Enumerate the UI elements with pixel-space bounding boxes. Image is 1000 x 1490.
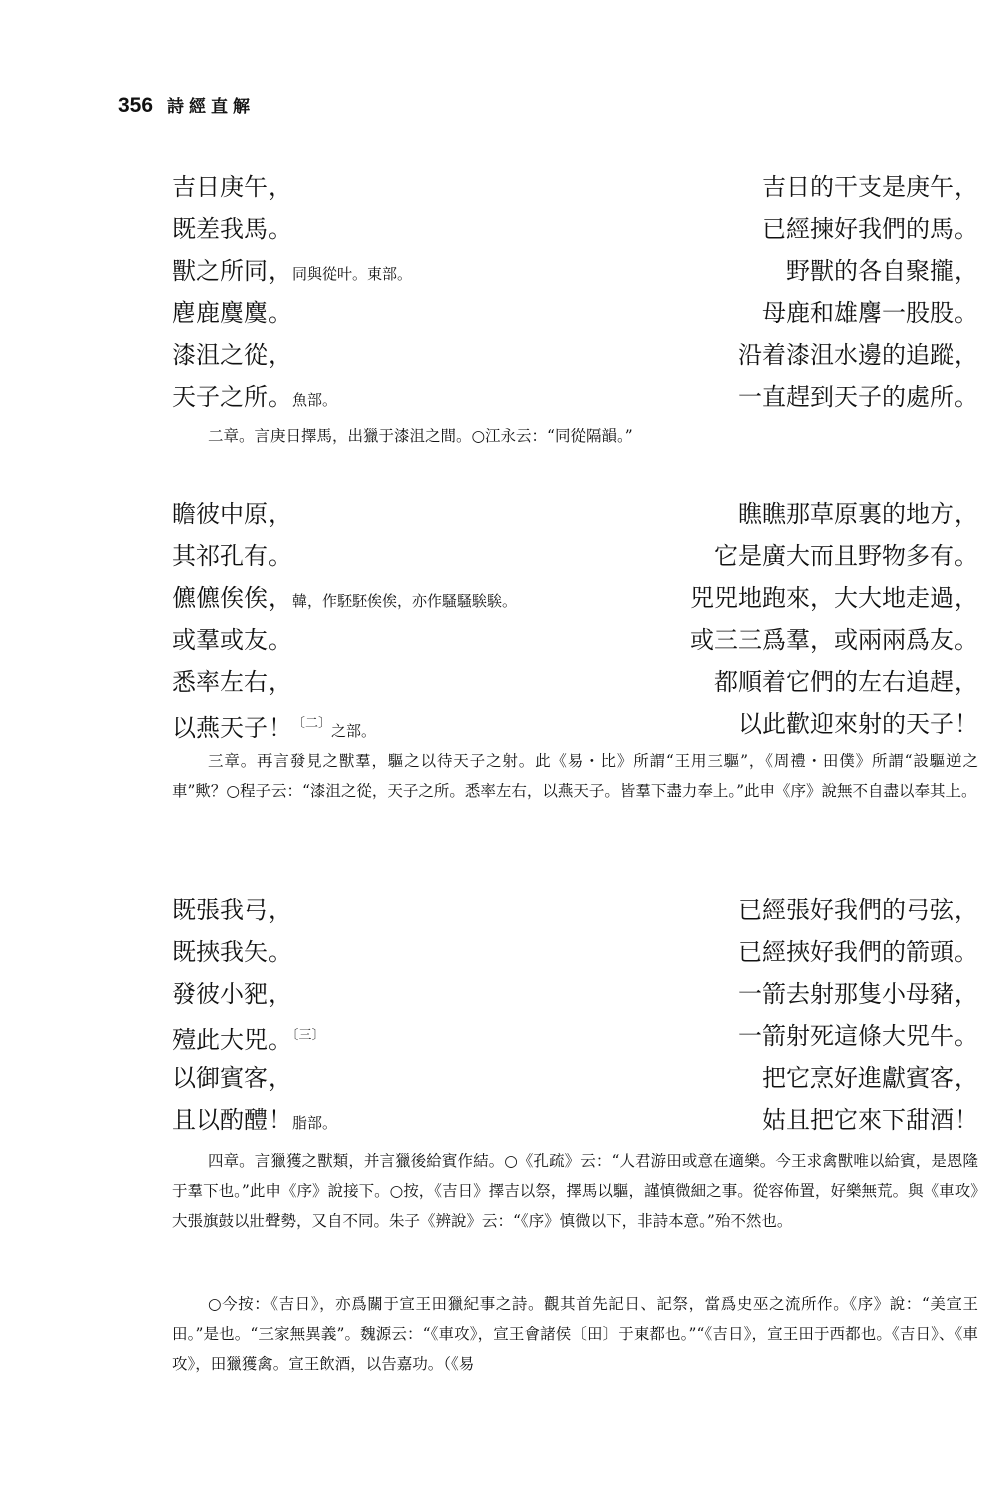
translation-text: 都順着它們的左右追趕， (714, 668, 978, 696)
translation-text: 母鹿和雄麐一股股。 (762, 299, 978, 327)
verse-line (172, 623, 978, 665)
translation-text: 一箭去射那隻小母豬， (738, 980, 978, 1008)
original-text: 或羣或友。 (172, 626, 292, 654)
original-text: 既差我馬。 (172, 215, 292, 243)
footnote-marker: 〔二〕 (292, 716, 332, 731)
original-text: 且以酌醴！脂部。 (172, 1106, 338, 1134)
original-text: 悉率左右， (172, 668, 292, 696)
verse-line (172, 893, 978, 935)
book-title: 詩經直解 (167, 97, 256, 116)
verse-line (172, 380, 978, 422)
original-text: 發彼小豝， (172, 980, 292, 1008)
commentary-3: 三章。再言發見之獸羣，驅之以待天子之射。此《易・比》所謂“王用三驅”，《周禮・田僕》所謂“設驅逆之車”歟？○程子云：“漆沮之從，天子之所。悉率左右，以燕天子。皆羣下盡力奉上。”此申《序》說無不自盡以奉其上。 (172, 752, 978, 800)
translation-text: 或三三爲羣，或兩兩爲友。 (690, 626, 978, 654)
original-text: 天子之所。魚部。 (172, 383, 338, 411)
rhyme-note: 之部。 (331, 722, 377, 740)
verse-line (172, 1019, 978, 1061)
original-text: 以燕天子！$^{〔二〕}$之部。 (172, 714, 377, 742)
translation-text: 吉日的干支是庚午， (762, 173, 978, 201)
stanza-2 (172, 170, 978, 422)
verse-line (172, 1103, 978, 1145)
original-text: 既挾我矢。 (172, 938, 292, 966)
verse-line (172, 539, 978, 581)
translation-text: 一箭射死這條大兕牛。 (738, 1022, 978, 1050)
original-text: 其祁孔有。 (172, 542, 292, 570)
verse-line (172, 254, 978, 296)
original-text: 麀鹿麌麌。 (172, 299, 292, 327)
verse-line (172, 581, 978, 623)
translation-text: 一直趕到天子的處所。 (738, 383, 978, 411)
translation-text: 已經張好我們的弓弦， (738, 896, 978, 924)
verse-line (172, 935, 978, 977)
original-text: 吉日庚午， (172, 173, 292, 201)
translation-text: 姑且把它來下甜酒！ (762, 1106, 978, 1134)
page-header (118, 92, 255, 118)
translation-text: 野獸的各自聚攏， (786, 257, 978, 285)
verse-line (172, 170, 978, 212)
translation-text: 瞧瞧那草原裏的地方， (738, 500, 978, 528)
verse-line (172, 707, 978, 749)
original-text: 殪此大兕。$^{〔三〕}$ (172, 1026, 325, 1054)
verse-line (172, 1061, 978, 1103)
verse-line (172, 338, 978, 380)
verse-line (172, 977, 978, 1019)
original-text: 瞻彼中原， (172, 500, 292, 528)
translation-text: 把它烹好進獻賓客， (762, 1064, 978, 1092)
rhyme-note: 魚部。 (292, 391, 338, 409)
translation-text: 以此歡迎來射的天子！ (738, 710, 978, 738)
variant-note: 韓，作駓駓俟俟，亦作騷騷騃騃。 (292, 592, 518, 610)
translation-text: 兕兕地跑來，大大地走過， (690, 584, 978, 612)
translation-text: 沿着漆沮水邊的追蹤， (738, 341, 978, 369)
rhyme-note: 脂部。 (292, 1114, 338, 1132)
verse-line (172, 665, 978, 707)
stanza-4 (172, 893, 978, 1145)
translation-text: 它是廣大而且野物多有。 (714, 542, 978, 570)
closing-commentary: ○今按：《吉日》，亦爲關于宣王田獵紀事之詩。觀其首先記日、記祭，當爲史巫之流所作。《序》說：“美宣王田。”是也。“三家無異義”。魏源云：“《車攻》，宣王會諸侯〔田〕于東都也。”“《吉日》，宣王田于西都也。《吉日》、《車攻》，田獵獲禽。宣王飲酒，以告嘉功。（《易 (172, 1295, 978, 1373)
verse-line (172, 497, 978, 539)
translation-text: 已經挾好我們的箭頭。 (738, 938, 978, 966)
verse-line (172, 296, 978, 338)
commentary-2: 二章。言庚日擇馬，出獵于漆沮之間。○江永云：“同從隔韻。” (208, 427, 633, 445)
translation-text: 已經揀好我們的馬。 (762, 215, 978, 243)
original-text: 獸之所同，同與從叶。東部。 (172, 257, 413, 285)
rhyme-note: 同與從叶。東部。 (292, 265, 413, 283)
stanza-3 (172, 497, 978, 749)
original-text: 儦儦俟俟，韓，作駓駓俟俟，亦作騷騷騃騃。 (172, 584, 518, 612)
verse-line (172, 212, 978, 254)
page-number: 356 (118, 94, 154, 117)
original-text: 以御賓客， (172, 1064, 292, 1092)
original-text: 既張我弓， (172, 896, 292, 924)
commentary-4: 四章。言獵獲之獸類，并言獵後給賓作結。○《孔疏》云：“人君游田或意在適樂。今王求禽獸唯以給賓，是恩隆于羣下也。”此申《序》說接下。○按，《吉日》擇吉以祭，擇馬以驅，謹慎微細之事。從容佈置，好樂無荒。與《車攻》大張旗鼓以壯聲勢，又自不同。朱子《辨說》云：“《序》慎微以下，非詩本意。”殆不然也。 (172, 1152, 978, 1230)
footnote-marker: 〔三〕 (292, 1028, 325, 1043)
original-text: 漆沮之從， (172, 341, 292, 369)
